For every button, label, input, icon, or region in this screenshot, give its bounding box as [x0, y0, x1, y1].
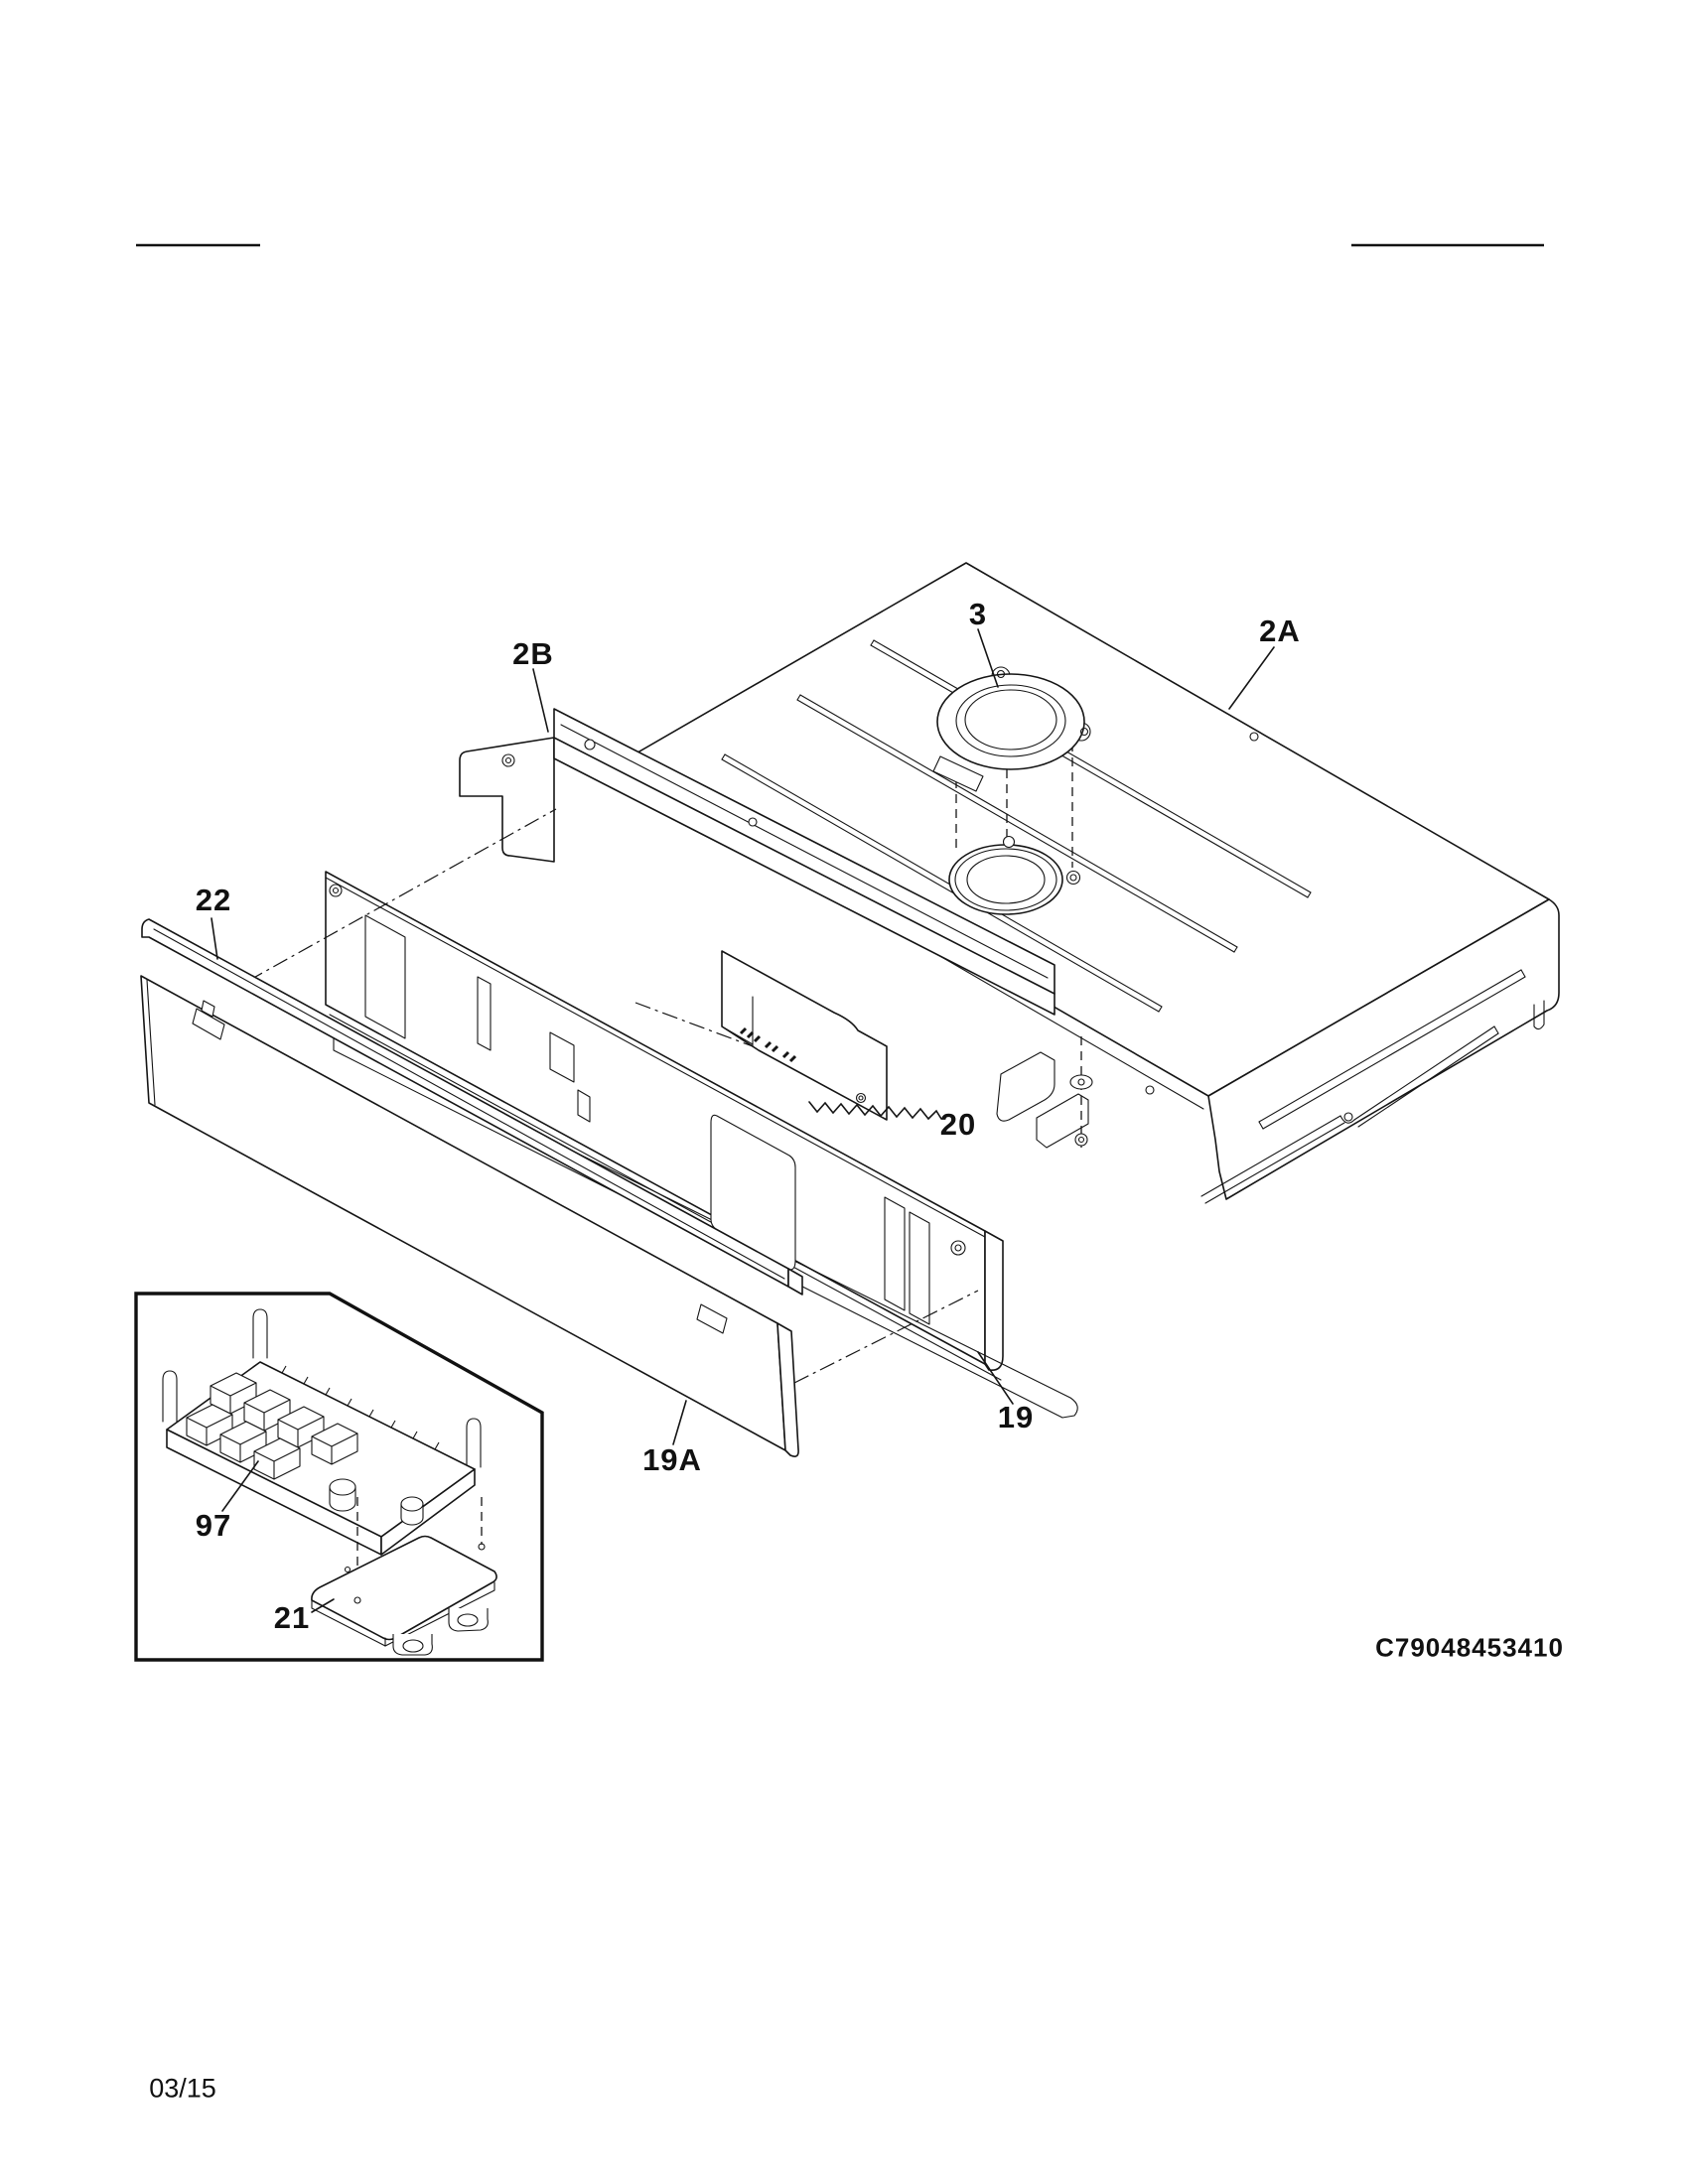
inset-box: [136, 1294, 542, 1660]
callout-19: 19: [997, 1400, 1035, 1434]
drawing-number: C79048453410: [1375, 1632, 1564, 1663]
callout-3: 3: [968, 597, 988, 631]
callout-2a: 2A: [1259, 614, 1301, 648]
screw: [1004, 837, 1015, 848]
date-code: 03/15: [149, 2073, 216, 2104]
screw: [1067, 872, 1080, 885]
top-panel-2a: [626, 563, 1559, 1203]
callout-19a: 19A: [642, 1442, 702, 1477]
callout-22: 22: [195, 883, 232, 917]
callout-2b: 2B: [512, 636, 554, 671]
callout-20: 20: [939, 1107, 977, 1142]
vent-ring-opening: [949, 845, 1062, 914]
callout-97: 97: [195, 1508, 232, 1543]
front-left-mount-tabs: [997, 1036, 1154, 1148]
callout-21: 21: [273, 1600, 311, 1635]
